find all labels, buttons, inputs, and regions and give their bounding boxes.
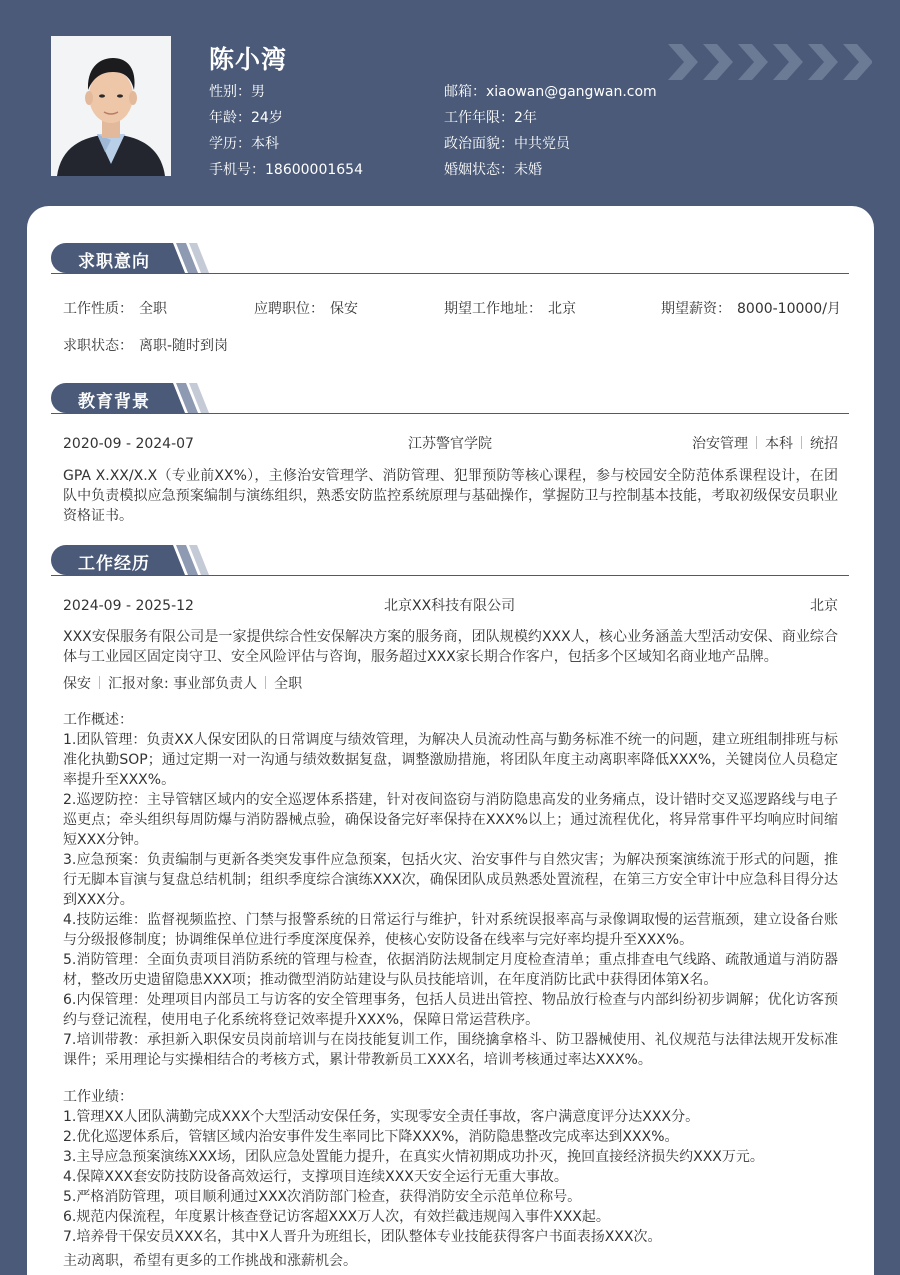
job-position — [254, 299, 358, 319]
overview-item: 4.技防运维：监督视频监控、门禁与报警系统的日常运行与维护，针对系统误报率高与录像调取慢的运营瓶颈，建立设备台账与分级报修制度；协调维保单位进行季度深度保养，使核心安防设备在线率与完好率均提升至XXX%。 — [63, 912, 838, 948]
basic-info-left — [209, 82, 363, 186]
candidate-name: 陈小湾 — [209, 45, 288, 74]
job-salary — [661, 299, 841, 319]
job-type-label: 工作性质： — [63, 301, 133, 317]
education-level: 学历：本科 — [209, 136, 279, 152]
work-tags — [63, 674, 302, 694]
work-overview — [63, 710, 838, 1070]
section-divider — [51, 273, 849, 274]
work-report: 汇报对象: 事业部负责人 — [108, 676, 258, 692]
education-mode: 统招 — [810, 436, 838, 452]
job-status — [63, 336, 228, 356]
job-salary-value: 8000-10000/月 — [737, 301, 841, 317]
achievements-title: 工作业绩： — [63, 1089, 133, 1105]
section-title-work — [51, 545, 849, 575]
overview-item: 5.消防管理：全面负责项目消防系统的管理与检查，依据消防法规制定月度检查清单；重点排查电气线路、疏散通道与消防器材，整改历史遗留隐患XXX项；推动微型消防站建设与队员技能培训，在年度消防比武中获得团体第X名。 — [63, 952, 838, 988]
work-period: 2024-09 - 2025-12 — [63, 598, 194, 614]
achievement-item: 2.优化巡逻体系后，管辖区域内治安事件发生率同比下降XXX%，消防隐患整改完成率达到XXX%。 — [63, 1129, 679, 1145]
work-city: 北京 — [810, 598, 838, 614]
tag-divider — [756, 436, 757, 449]
work-company: 北京XX科技有限公司 — [384, 598, 516, 614]
avatar — [51, 36, 171, 176]
email: 邮箱：xiaowan@gangwan.com — [444, 84, 657, 100]
achievement-item: 5.严格消防管理，项目顺利通过XXX次消防部门检查，获得消防安全示范单位称号。 — [63, 1189, 582, 1205]
education-school: 江苏警官学院 — [408, 436, 492, 452]
job-status-value: 离职-随时到岗 — [139, 338, 229, 354]
overview-item: 2.巡逻防控：主导管辖区域内的安全巡逻体系搭建，针对夜间盗窃与消防隐患高发的业务痛点，设计错时交叉巡逻路线与电子巡更点；牵头组织每周防爆与消防器械点验，确保设备完好率保持在XXX%以上；通过流程优化，将异常事件平均响应时间缩短XXX分钟。 — [63, 792, 838, 848]
education-description: GPA X.XX/X.X（专业前XX%），主修治安管理学、消防管理、犯罪预防等核心课程，参与校园安全防范体系课程设计，在团队中负责模拟应急预案编制与演练组织，熟悉安防监控系统原理与基础操作，掌握防卫与控制基本技能，考取初级保安员职业资格证书。 — [63, 468, 838, 524]
resume-card — [27, 206, 874, 1275]
section-label: 求职意向 — [78, 252, 150, 272]
job-type-value: 全职 — [139, 301, 167, 317]
marital-status: 婚姻状态：未婚 — [444, 162, 542, 178]
overview-item: 1.团队管理：负责XX人保安团队的日常调度与绩效管理，为解决人员流动性高与勤务标准不统一的问题，建立班组制排班与标准化执勤SOP；通过定期一对一沟通与绩效数据复盘，调整激励措施，将团队年度主动离职率降低XXX%，关键岗位人员稳定率提升至XXX%。 — [63, 732, 838, 788]
job-position-label: 应聘职位： — [254, 301, 324, 317]
overview-item: 7.培训带教：承担新入职保安员岗前培训与在岗技能复训工作，围绕擒拿格斗、防卫器械使用、礼仪规范与法律法规开发标准课件；采用理论与实操相结合的考核方式，累计带教新员工XXX名，培训考核通过率达XXX%。 — [63, 1032, 838, 1068]
job-location-label: 期望工作地址： — [444, 301, 542, 317]
job-salary-label: 期望薪资： — [661, 301, 731, 317]
chevron-decoration-icon — [668, 44, 872, 80]
education-major: 治安管理 — [692, 436, 748, 452]
section-title-education — [51, 383, 849, 413]
leave-reason: 主动离职，希望有更多的工作挑战和涨薪机会。 — [63, 1253, 357, 1269]
tag-divider — [801, 436, 802, 449]
section-label: 教育背景 — [78, 392, 150, 412]
company-description: XXX安保服务有限公司是一家提供综合性安保解决方案的服务商，团队规模约XXX人，核心业务涵盖大型活动安保、商业综合体与工业园区固定岗守卫、安全风险评估与咨询，服务超过XXX家长期合作客户，包括多个区域知名商业地产品牌。 — [63, 629, 838, 665]
job-location — [444, 299, 576, 319]
phone: 手机号：18600001654 — [209, 162, 363, 178]
achievement-item: 6.规范内保流程，年度累计核查登记访客超XXX万人次，有效拦截违规闯入事件XXX起。 — [63, 1209, 610, 1225]
section-label: 工作经历 — [78, 554, 150, 574]
section-divider — [51, 575, 849, 576]
work-role: 保安 — [63, 676, 91, 692]
gender: 性别：男 — [209, 84, 265, 100]
tag-divider — [99, 676, 100, 689]
achievement-item: 4.保障XXX套安防技防设备高效运行，支撑项目连续XXX天安全运行无重大事故。 — [63, 1169, 568, 1185]
basic-info-right — [444, 82, 657, 186]
overview-item: 3.应急预案：负责编制与更新各类突发事件应急预案，包括火灾、治安事件与自然灾害；为解决预案演练流于形式的问题，推行无脚本盲演与复盘总结机制；组织季度综合演练XXX次，确保团队成员熟悉处置流程，在第三方安全审计中应急科目得分达到XXX分。 — [63, 852, 838, 908]
work-years: 工作年限：2年 — [444, 110, 537, 126]
work-mode: 全职 — [274, 676, 303, 692]
achievement-item: 7.培养骨干保安员XXX名，其中X人晋升为班组长，团队整体专业技能获得客户书面表扬XXX次。 — [63, 1229, 662, 1245]
education-period: 2020-09 - 2024-07 — [63, 436, 194, 452]
overview-item: 6.内保管理：处理项目内部员工与访客的安全管理事务，包括人员进出管控、物品放行检查与内部纠纷初步调解；优化访客预约与登记流程，使用电子化系统将登记效率提升XXX%，保障日常运营秩序。 — [63, 992, 838, 1028]
section-title-intention — [51, 243, 849, 273]
tag-divider — [265, 676, 266, 689]
job-location-value: 北京 — [548, 301, 576, 317]
achievement-item: 3.主导应急预案演练XXX场，团队应急处置能力提升，在真实火情初期成功扑灭，挽回直接经济损失约XXX万元。 — [63, 1149, 764, 1165]
work-achievements — [63, 1087, 838, 1271]
overview-title: 工作概述： — [63, 712, 133, 728]
job-status-label: 求职状态： — [63, 338, 133, 354]
age: 年龄：24岁 — [209, 110, 283, 126]
section-divider — [51, 413, 849, 414]
education-tags — [692, 434, 838, 454]
education-degree: 本科 — [765, 436, 793, 452]
job-position-value: 保安 — [330, 301, 358, 317]
political-status: 政治面貌：中共党员 — [444, 136, 570, 152]
achievement-item: 1.管理XX人团队满勤完成XXX个大型活动安保任务，实现零安全责任事故，客户满意度评分达XXX分。 — [63, 1109, 700, 1125]
job-type — [63, 299, 167, 319]
resume-header — [0, 0, 900, 210]
